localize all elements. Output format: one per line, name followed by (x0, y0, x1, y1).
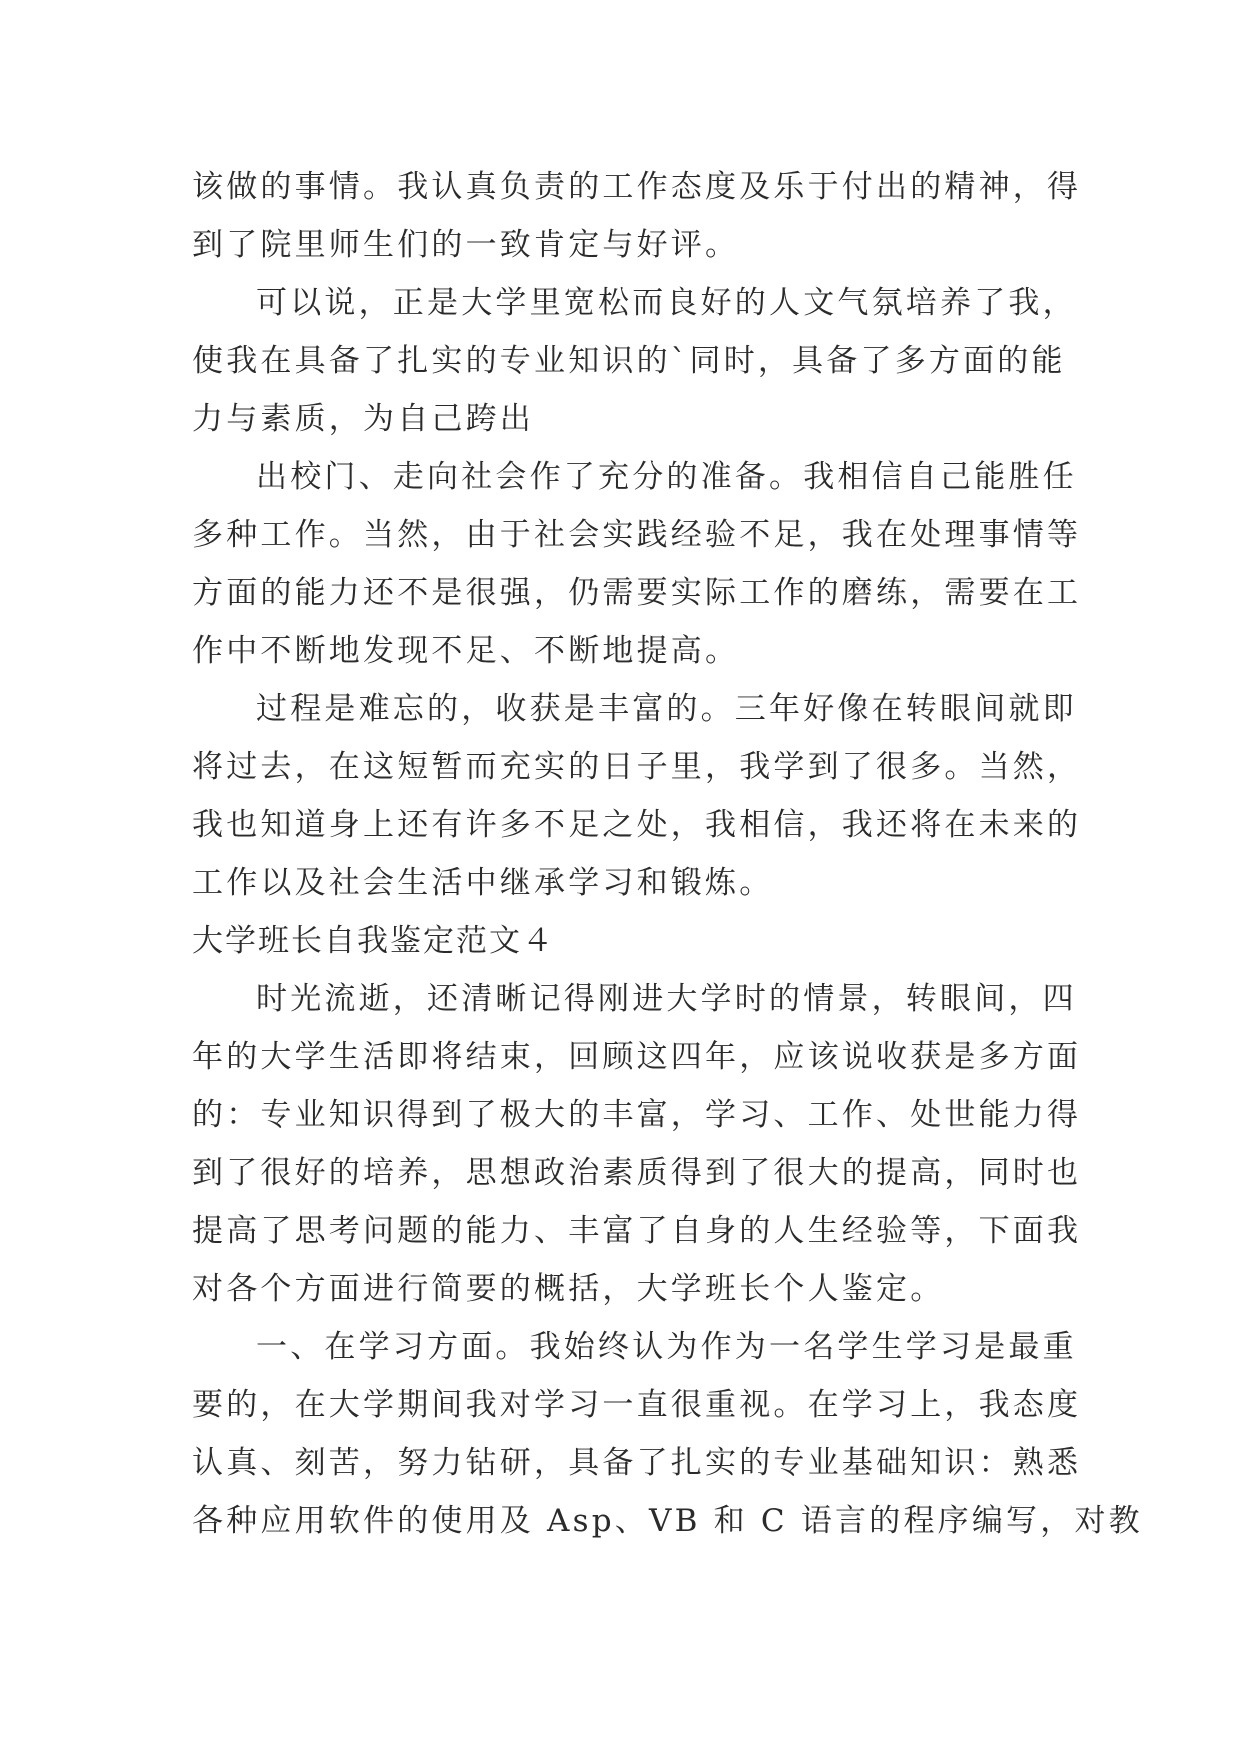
text-line: 出校门、走向社会作了充分的准备。我相信自己能胜任 (256, 459, 1077, 495)
paragraph-5 (192, 970, 1082, 1318)
text-line: 年的大学生活即将结束，回顾这四年，应该说收获是多方面 (192, 1039, 1082, 1075)
text-line: 提高了思考问题的能力、丰富了自身的人生经验等，下面我 (192, 1213, 1082, 1249)
text-line: 一、在学习方面。我始终认为作为一名学生学习是最重 (256, 1329, 1077, 1365)
text-line: 使我在具备了扎实的专业知识的`同时，具备了多方面的能 (192, 343, 1066, 379)
text-line: 到了很好的培养，思想政治素质得到了很大的提高，同时也 (192, 1155, 1082, 1191)
text-line: 的：专业知识得到了极大的丰富，学习、工作、处世能力得 (192, 1097, 1082, 1133)
text-line: 多种工作。当然，由于社会实践经验不足，我在处理事情等 (192, 517, 1082, 553)
section-heading: 大学班长自我鉴定范文４ (192, 923, 555, 959)
text-line: 时光流逝，还清晰记得刚进大学时的情景，转眼间，四 (256, 981, 1077, 1017)
text-line: 我也知道身上还有许多不足之处，我相信，我还将在未来的 (192, 807, 1082, 843)
text-line: 工作以及社会生活中继承学习和锻炼。 (192, 865, 774, 901)
text-line: 各种应用软件的使用及 Asp、VB 和 C 语言的程序编写，对教 (192, 1503, 1143, 1539)
text-line: 可以说，正是大学里宽松而良好的人文气氛培养了我， (256, 285, 1077, 321)
text-line: 将过去，在这短暂而充实的日子里，我学到了很多。当然， (192, 749, 1082, 785)
paragraph-2 (192, 274, 1077, 448)
paragraph-4 (192, 680, 1082, 912)
text-line: 过程是难忘的，收获是丰富的。三年好像在转眼间就即 (256, 691, 1077, 727)
paragraph-6 (192, 1318, 1143, 1550)
text-line: 到了院里师生们的一致肯定与好评。 (192, 227, 740, 263)
text-line: 力与素质，为自己跨出 (192, 401, 534, 437)
text-line: 认真、刻苦，努力钻研，具备了扎实的专业基础知识：熟悉 (192, 1445, 1082, 1481)
text-line: 作中不断地发现不足、不断地提高。 (192, 633, 740, 669)
text-line: 要的，在大学期间我对学习一直很重视。在学习上，我态度 (192, 1387, 1082, 1423)
paragraph-1 (192, 158, 1082, 274)
paragraph-3 (192, 448, 1082, 680)
document-page (192, 158, 1143, 1550)
text-line: 对各个方面进行简要的概括，大学班长个人鉴定。 (192, 1271, 945, 1307)
text-line: 方面的能力还不是很强，仍需要实际工作的磨练，需要在工 (192, 575, 1082, 611)
text-line: 该做的事情。我认真负责的工作态度及乐于付出的精神，得 (192, 169, 1082, 205)
